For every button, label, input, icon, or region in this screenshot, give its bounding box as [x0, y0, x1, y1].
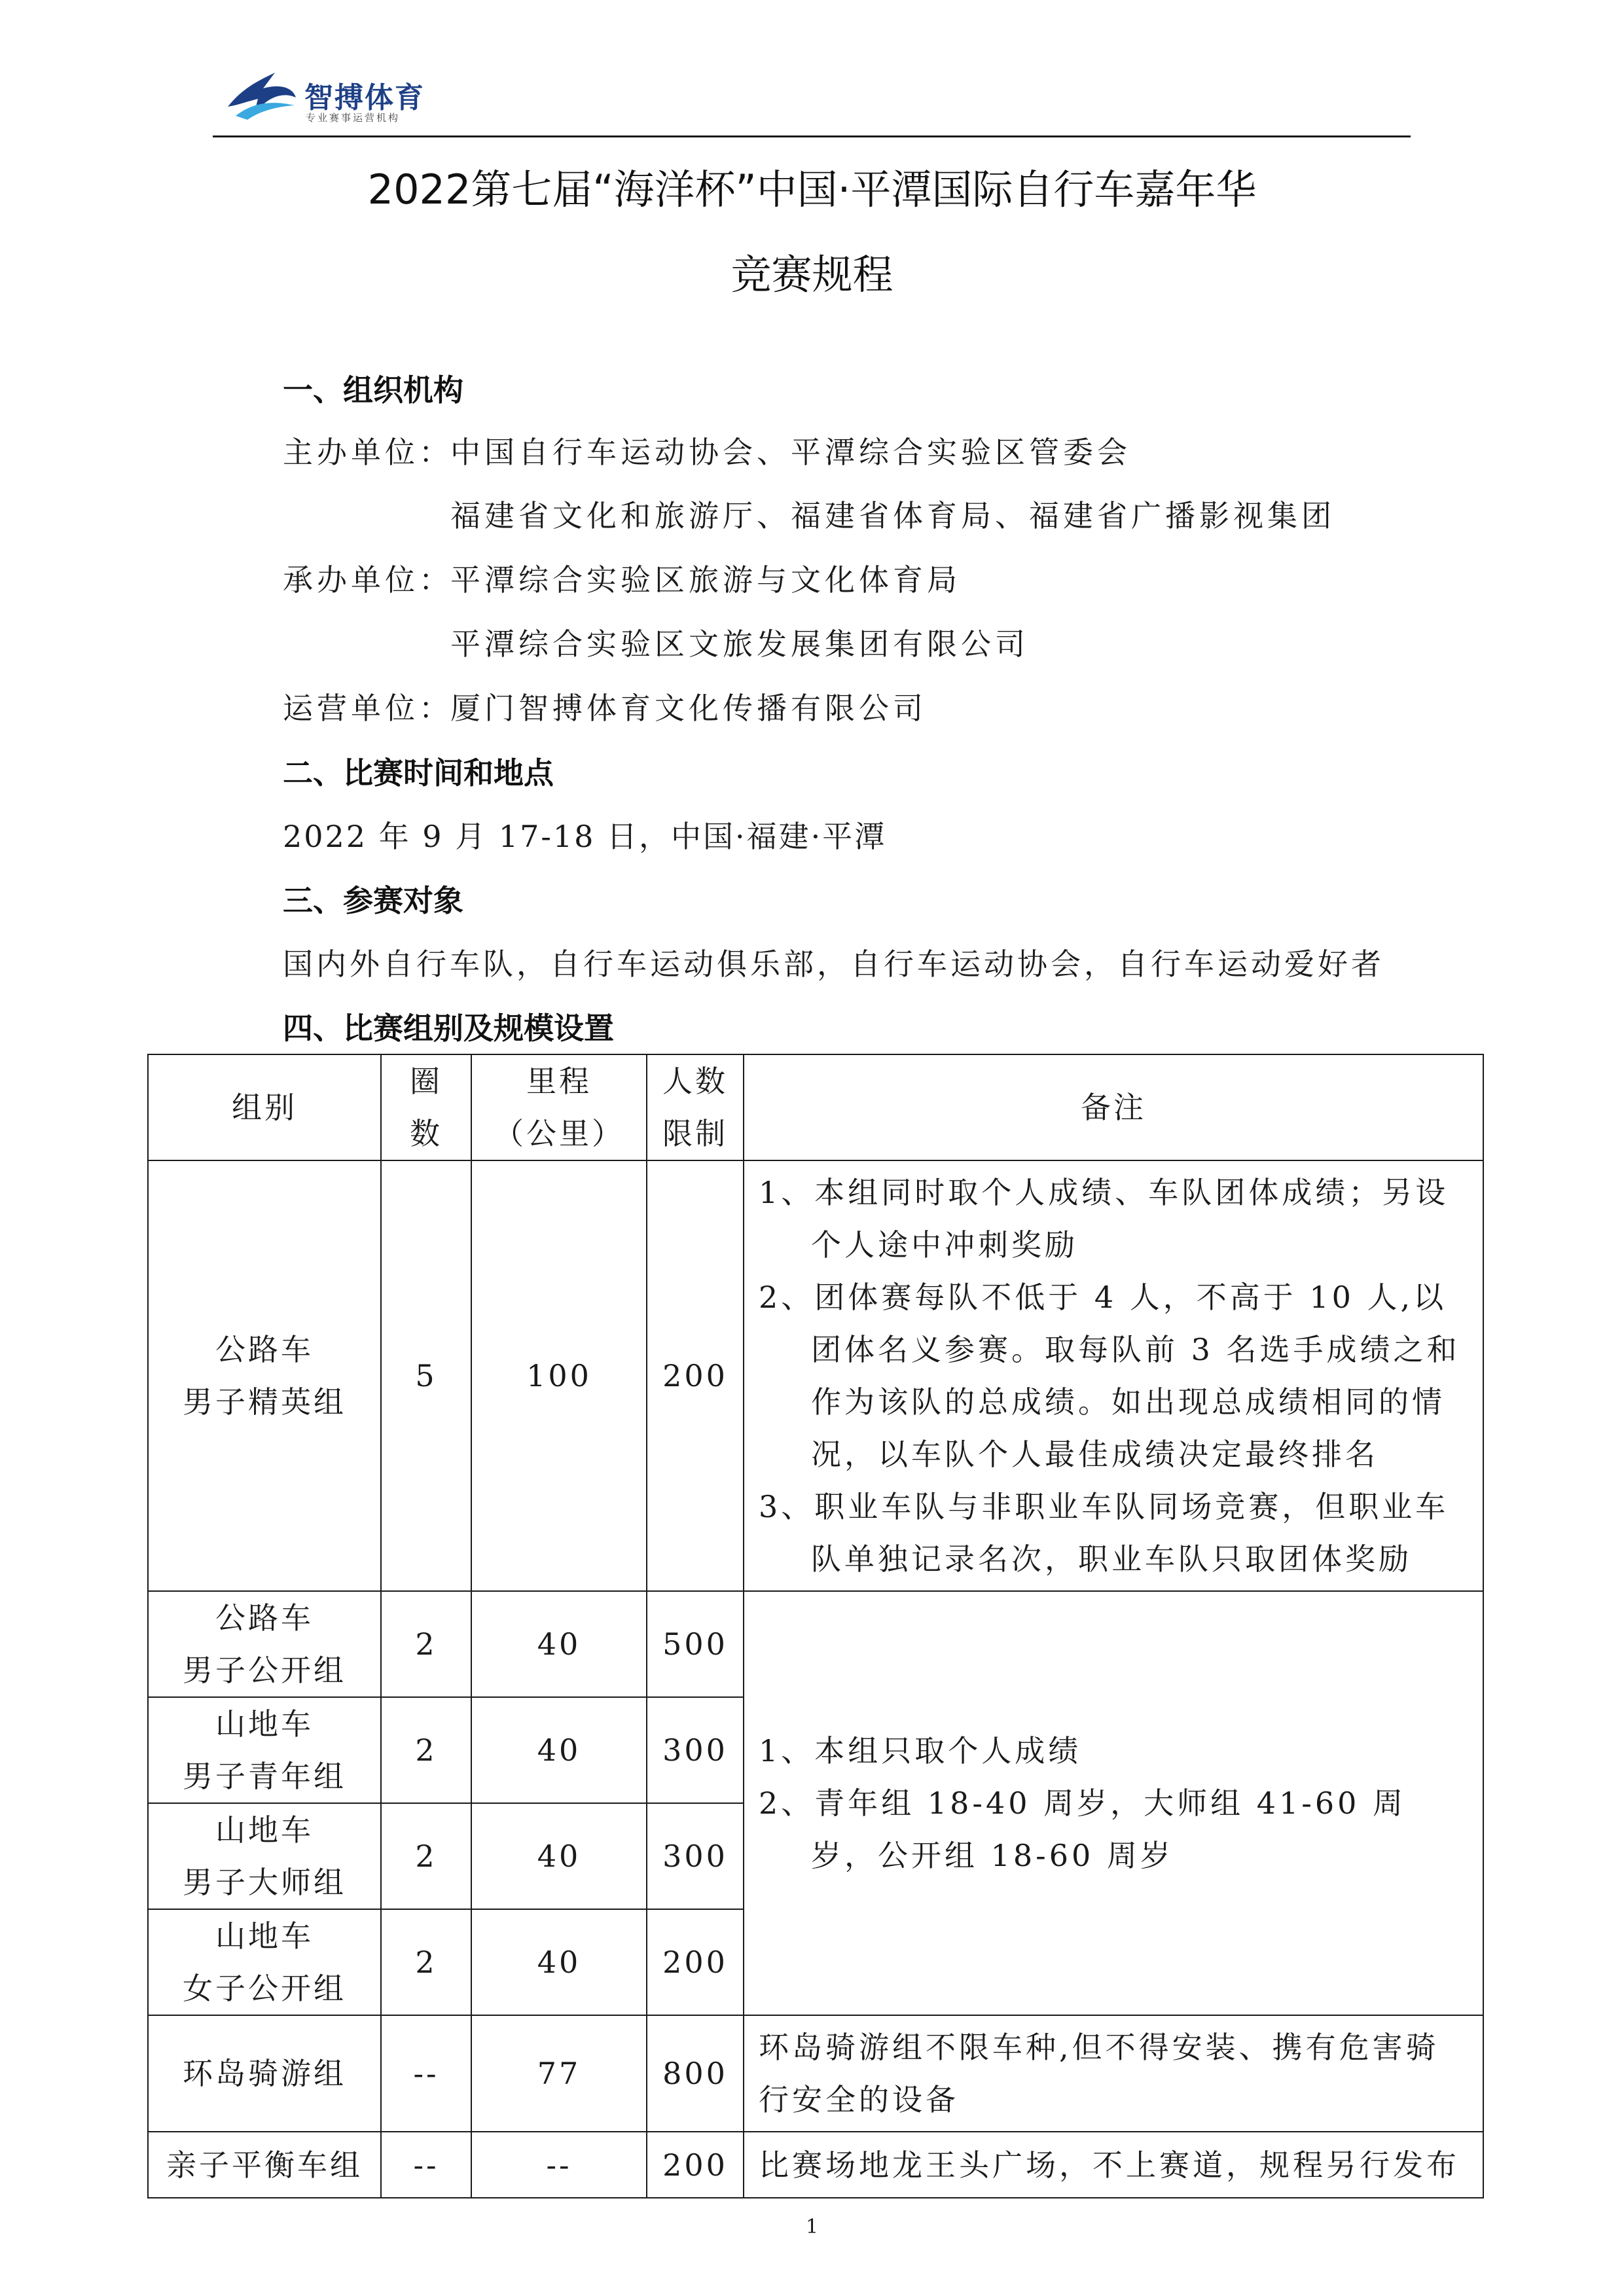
- organizer-line-2: 平潭综合实验区文旅发展集团有限公司: [450, 626, 1029, 662]
- document-header: [223, 69, 615, 128]
- laps-cell: --: [381, 2015, 471, 2132]
- table-row: [148, 2015, 1483, 2132]
- distance-cell: 40: [471, 1909, 647, 2015]
- note-item: 2、团体赛每队不低于 4 人，不高于 10 人,以团体名义参赛。取每队前 3 名选手成绩之和作为该队的总成绩。如出现总成绩相同的情况，以车队个人最佳成绩决定最终排名: [759, 1280, 1460, 1472]
- table-row: [148, 2132, 1483, 2198]
- distance-cell: 100: [471, 1160, 647, 1591]
- note-item: 1、本组只取个人成绩: [759, 1733, 1082, 1768]
- notes-cell: [744, 1160, 1483, 1591]
- distance-cell: 40: [471, 1697, 647, 1803]
- group-cell: 山地车 男子青年组: [148, 1697, 381, 1803]
- logo-name: 智搏体育: [304, 81, 425, 115]
- note-item: 2、青年组 18-40 周岁，大师组 41-60 周岁，公开组 18-60 周岁: [759, 1785, 1406, 1873]
- section-heading-participants: 三、参赛对象: [283, 883, 463, 918]
- participants-text: 国内外自行车队，自行车运动俱乐部，自行车运动协会，自行车运动爱好者: [283, 946, 1384, 982]
- organizer-line-1: 平潭综合实验区旅游与文化体育局: [450, 562, 961, 598]
- laps-cell: 2: [381, 1697, 471, 1803]
- table-row: [148, 1591, 1483, 1697]
- distance-cell: 77: [471, 2015, 647, 2132]
- cap-cell: 800: [647, 2015, 744, 2132]
- header-distance: 里程 （公里）: [471, 1054, 647, 1160]
- document-title: 2022第七届“海洋杯”中国·平潭国际自行车嘉年华: [367, 166, 1257, 213]
- cap-cell: 200: [647, 1909, 744, 2015]
- cap-cell: 300: [647, 1697, 744, 1803]
- header-cap: 人数 限制: [647, 1054, 744, 1160]
- groups-table: [147, 1054, 1484, 2198]
- laps-cell: 2: [381, 1591, 471, 1697]
- distance-cell: 40: [471, 1803, 647, 1909]
- distance-cell: 40: [471, 1591, 647, 1697]
- laps-cell: 2: [381, 1909, 471, 2015]
- cap-cell: 200: [647, 2132, 744, 2198]
- notes-cell: 比赛场地龙王头广场，不上赛道，规程另行发布: [744, 2132, 1483, 2198]
- group-cell: 公路车 男子公开组: [148, 1591, 381, 1697]
- section-heading-time-place: 二、比赛时间和地点: [283, 755, 554, 791]
- operator-line-1: 厦门智搏体育文化传播有限公司: [450, 691, 927, 726]
- table-header-row: [148, 1054, 1483, 1160]
- laps-cell: 2: [381, 1803, 471, 1909]
- section-heading-organization: 一、组织机构: [283, 372, 463, 408]
- host-line-1: 中国自行车运动协会、平潭综合实验区管委会: [450, 435, 1131, 470]
- cap-cell: 300: [647, 1803, 744, 1909]
- group-cell: 山地车 女子公开组: [148, 1909, 381, 2015]
- notes-cell: [744, 1591, 1483, 2015]
- group-cell: 公路车 男子精英组: [148, 1160, 381, 1591]
- header-divider: [213, 135, 1411, 137]
- organizer-label: 承办单位：: [283, 562, 453, 598]
- note-item: 3、职业车队与非职业车队同场竞赛，但职业车队单独记录名次，职业车队只取团体奖励: [759, 1489, 1449, 1577]
- cap-cell: 200: [647, 1160, 744, 1591]
- header-group: 组别: [148, 1054, 381, 1160]
- notes-cell: 环岛骑游组不限车种,但不得安装、携有危害骑行安全的设备: [744, 2015, 1483, 2132]
- header-notes: 备注: [744, 1054, 1483, 1160]
- header-laps: 圈 数: [381, 1054, 471, 1160]
- operator-label: 运营单位：: [283, 691, 453, 726]
- wave-logo-icon: [223, 69, 298, 121]
- host-label: 主办单位：: [283, 435, 453, 470]
- page-number: 1: [805, 2215, 819, 2238]
- host-line-2: 福建省文化和旅游厅、福建省体育局、福建省广播影视集团: [450, 498, 1335, 533]
- distance-cell: --: [471, 2132, 647, 2198]
- laps-cell: 5: [381, 1160, 471, 1591]
- table-row: [148, 1160, 1483, 1591]
- group-cell: 环岛骑游组: [148, 2015, 381, 2132]
- logo-tagline: 专业赛事运营机构: [306, 112, 401, 124]
- laps-cell: --: [381, 2132, 471, 2198]
- document-subtitle: 竞赛规程: [731, 251, 893, 298]
- note-item: 1、本组同时取个人成绩、车队团体成绩；另设个人途中冲刺奖励: [759, 1175, 1449, 1263]
- time-place-text: 2022 年 9 月 17-18 日，中国·福建·平潭: [283, 819, 887, 854]
- section-heading-groups: 四、比赛组别及规模设置: [283, 1011, 614, 1046]
- cap-cell: 500: [647, 1591, 744, 1697]
- group-cell: 亲子平衡车组: [148, 2132, 381, 2198]
- group-cell: 山地车 男子大师组: [148, 1803, 381, 1909]
